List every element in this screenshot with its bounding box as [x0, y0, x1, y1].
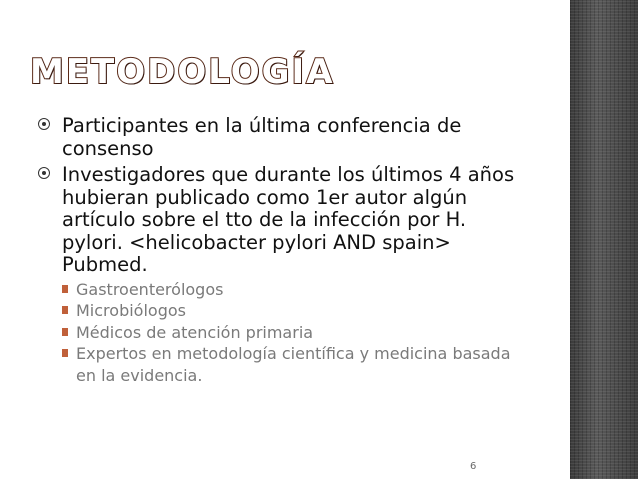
- slide-content: [38, 115, 518, 386]
- bullet-item: [38, 115, 518, 160]
- square-bullet-icon: [62, 306, 68, 314]
- sub-bullet-item: [62, 343, 516, 386]
- circle-bullet-icon: [38, 167, 50, 179]
- square-bullet-icon: [62, 349, 68, 357]
- sub-bullet-text: Microbiólogos: [76, 301, 186, 320]
- square-bullet-icon: [62, 328, 68, 336]
- bullet-text: Participantes en la última conferencia de consenso: [62, 114, 462, 160]
- decorative-side-bar: [570, 0, 638, 479]
- page-number: 6: [470, 461, 477, 472]
- sub-bullet-item: [62, 279, 518, 301]
- sub-bullet-item: [62, 322, 518, 344]
- bullet-item: [38, 164, 518, 277]
- sub-bullet-list: [62, 279, 518, 387]
- sub-bullet-text: Gastroenterólogos: [76, 279, 224, 299]
- slide-title: METODOLOGÍA: [30, 52, 335, 92]
- circle-bullet-icon: [38, 118, 50, 130]
- bullet-text: Investigadores que durante los últimos 4 años hubieran publicado como 1er autor algún artículo sobre el tto de la infección por H. pylori. <helicobacter pylori AND spain> Pubmed.: [62, 163, 515, 276]
- sub-bullet-item: [62, 300, 518, 322]
- square-bullet-icon: [62, 285, 68, 293]
- sub-bullet-text: Expertos en metodología científica y medicina basada en la evidencia.: [76, 344, 511, 385]
- sub-bullet-text: Médicos de atención primaria: [76, 322, 314, 342]
